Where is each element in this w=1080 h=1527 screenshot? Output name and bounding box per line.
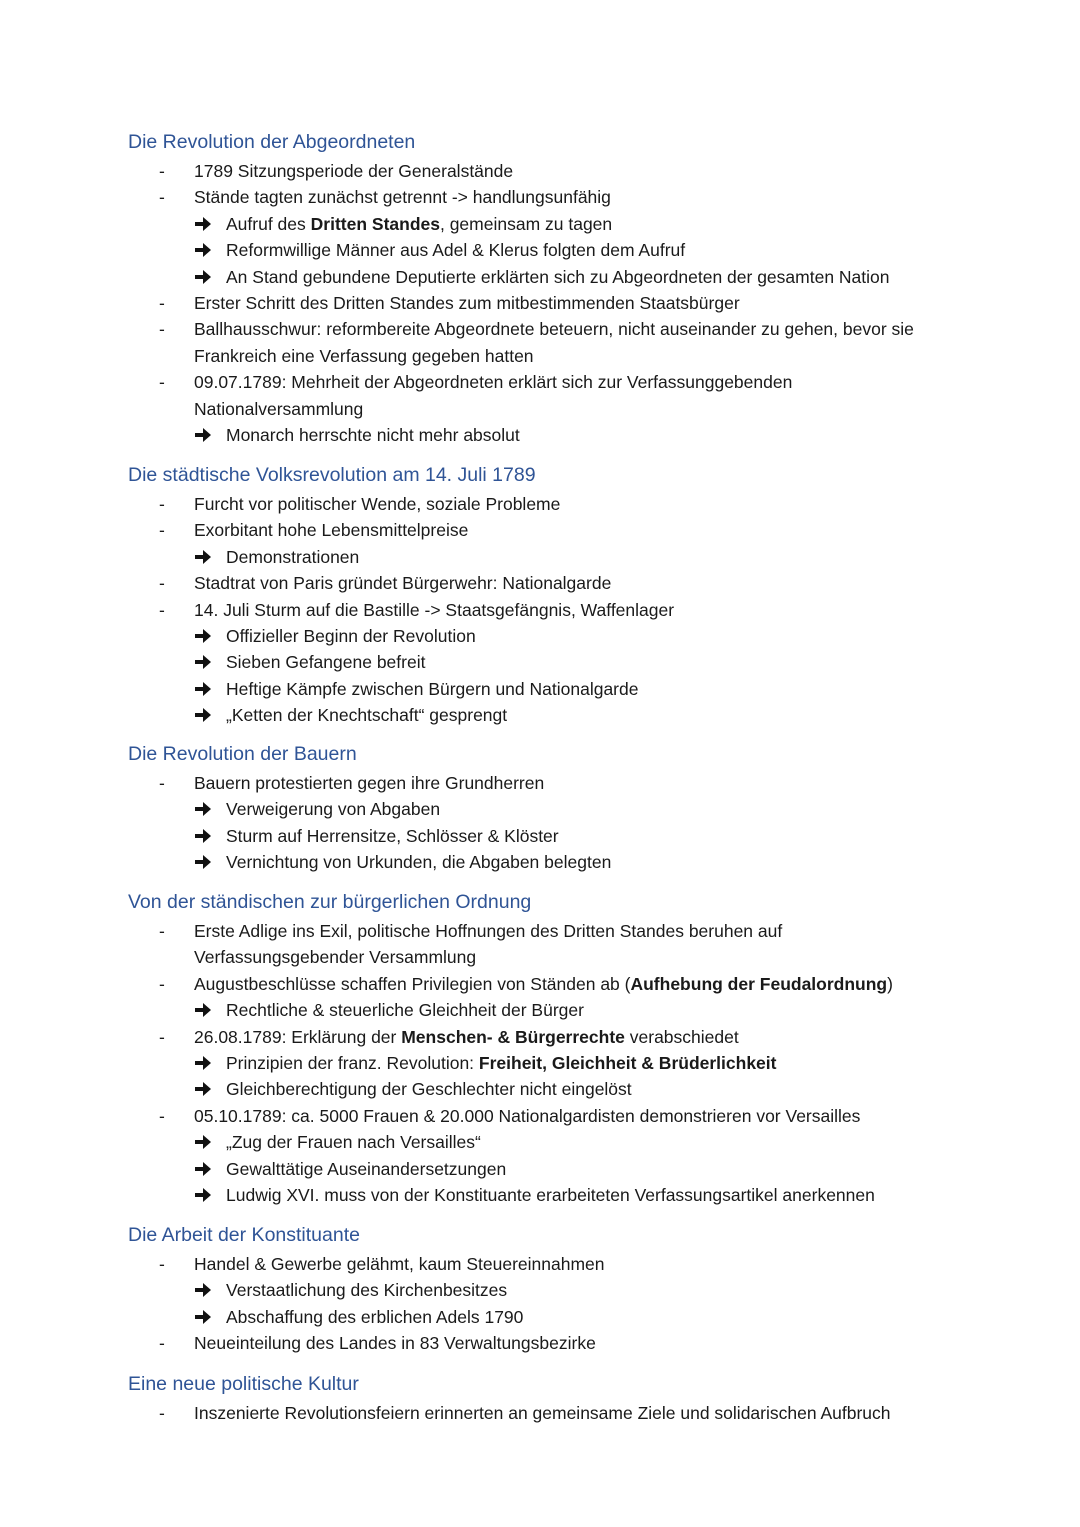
- section-heading: Eine neue politische Kultur: [128, 1373, 359, 1395]
- arrow-right-icon: [193, 705, 215, 727]
- arrow-right-icon: [193, 626, 215, 648]
- section-heading: Die Revolution der Bauern: [128, 743, 357, 765]
- arrow-right-icon: [193, 852, 215, 874]
- list-item: [194, 973, 893, 995]
- item-text-bold: Dritten Standes: [310, 213, 440, 234]
- bullet-dash-icon: -: [159, 921, 165, 941]
- arrow-item: Heftige Kämpfe zwischen Bürgern und Nationalgarde: [226, 678, 639, 699]
- arrow-right-icon: [193, 799, 215, 821]
- list-item: 05.10.1789: ca. 5000 Frauen & 20.000 Nationalgardisten demonstrieren vor Versailles: [194, 1105, 861, 1126]
- list-item: 09.07.1789: Mehrheit der Abgeordneten erklärt sich zur Verfassunggebenden: [194, 372, 793, 393]
- item-text-bold: Aufhebung der Feudalordnung: [630, 973, 888, 994]
- bullet-dash-icon: -: [159, 187, 165, 208]
- bullet-dash-icon: -: [159, 161, 165, 181]
- bullet-dash-icon: -: [159, 1333, 165, 1354]
- list-item: Verfassungsgebender Versammlung: [194, 947, 477, 968]
- list-item: Frankreich eine Verfassung gegeben hatten: [194, 345, 534, 366]
- list-item: Exorbitant hohe Lebensmittelpreise: [194, 520, 469, 541]
- arrow-item: [226, 213, 612, 235]
- arrow-right-icon: [193, 547, 215, 569]
- arrow-item: Sturm auf Herrensitze, Schlösser & Klöster: [226, 825, 559, 846]
- item-text-bold: Freiheit, Gleichheit & Brüderlichkeit: [478, 1053, 777, 1073]
- bullet-dash-icon: -: [159, 1254, 165, 1274]
- list-item: 14. Juli Sturm auf die Bastille -> Staatsgefängnis, Waffenlager: [194, 599, 675, 620]
- arrow-item: Abschaffung des erblichen Adels 1790: [226, 1306, 524, 1327]
- arrow-item: An Stand gebundene Deputierte erklärten sich zu Abgeordneten der gesamten Nation: [226, 266, 890, 287]
- bullet-dash-icon: -: [159, 1105, 165, 1126]
- bullet-dash-icon: -: [159, 1026, 165, 1047]
- bullet-dash-icon: -: [159, 293, 165, 313]
- arrow-item: Rechtliche & steuerliche Gleichheit der Bürger: [226, 1000, 584, 1021]
- arrow-item: Verweigerung von Abgaben: [226, 799, 441, 820]
- arrow-right-icon: [193, 240, 215, 262]
- list-item: Stadtrat von Paris gründet Bürgerwehr: Nationalgarde: [194, 573, 612, 594]
- bullet-dash-icon: -: [159, 1403, 165, 1423]
- arrow-right-icon: [193, 1079, 215, 1101]
- list-item: Erste Adlige ins Exil, politische Hoffnungen des Dritten Standes beruhen auf: [194, 921, 783, 941]
- arrow-right-icon: [193, 1185, 215, 1207]
- bullet-dash-icon: -: [159, 973, 165, 994]
- section-heading: Die städtische Volksrevolution am 14. Juli 1789: [128, 464, 536, 486]
- arrow-item: Monarch herrschte nicht mehr absolut: [226, 425, 520, 445]
- item-text: Prinzipien der franz. Revolution:: [226, 1053, 479, 1073]
- arrow-item: Reformwillige Männer aus Adel & Klerus folgten dem Aufruf: [226, 240, 686, 261]
- list-item: Inszenierte Revolutionsfeiern erinnerten an gemeinsame Ziele und solidarischen Aufbruch: [194, 1403, 891, 1423]
- list-item: Furcht vor politischer Wende, soziale Probleme: [194, 494, 561, 514]
- arrow-right-icon: [193, 1000, 215, 1022]
- arrow-item: Offizieller Beginn der Revolution: [226, 626, 476, 646]
- section-heading: Die Arbeit der Konstituante: [128, 1224, 360, 1246]
- section-heading: Die Revolution der Abgeordneten: [128, 131, 416, 153]
- bullet-dash-icon: -: [159, 319, 165, 340]
- item-text: Aufruf des: [226, 213, 311, 234]
- arrow-item: Verstaatlichung des Kirchenbesitzes: [226, 1280, 508, 1301]
- arrow-item: Demonstrationen: [226, 546, 360, 567]
- list-item: Neueinteilung des Landes in 83 Verwaltungsbezirke: [194, 1333, 596, 1354]
- arrow-right-icon: [193, 267, 215, 289]
- arrow-item: Vernichtung von Urkunden, die Abgaben belegten: [226, 852, 612, 873]
- arrow-item: Sieben Gefangene befreit: [226, 652, 426, 673]
- arrow-item: „Ketten der Knechtschaft“ gesprengt: [226, 705, 508, 726]
- arrow-right-icon: [193, 679, 215, 701]
- item-text: Augustbeschlüsse schaffen Privilegien von Ständen ab (: [194, 973, 631, 994]
- item-text: verabschiedet: [624, 1026, 739, 1047]
- arrow-right-icon: [193, 1280, 215, 1302]
- arrow-right-icon: [193, 425, 215, 447]
- list-item: Handel & Gewerbe gelähmt, kaum Steuereinnahmen: [194, 1254, 605, 1274]
- bullet-dash-icon: -: [159, 494, 165, 514]
- item-text-bold: Menschen- & Bürgerrechte: [401, 1026, 625, 1047]
- arrow-item: Gewalttätige Auseinandersetzungen: [226, 1158, 507, 1179]
- arrow-item: [226, 1052, 776, 1074]
- list-item: Erster Schritt des Dritten Standes zum mitbestimmenden Staatsbürger: [194, 293, 740, 313]
- arrow-right-icon: [193, 1307, 215, 1329]
- arrow-right-icon: [193, 1132, 215, 1154]
- item-text: ): [887, 973, 893, 994]
- list-item: Nationalversammlung: [194, 398, 364, 419]
- arrow-item: Ludwig XVI. muss von der Konstituante erarbeiteten Verfassungsartikel anerkennen: [226, 1185, 875, 1205]
- list-item: Bauern protestierten gegen ihre Grundherren: [194, 773, 545, 793]
- bullet-dash-icon: -: [159, 520, 165, 541]
- arrow-right-icon: [193, 214, 215, 236]
- bullet-dash-icon: -: [159, 599, 165, 620]
- list-item: Stände tagten zunächst getrennt -> handlungsunfähig: [194, 187, 611, 208]
- arrow-item: „Zug der Frauen nach Versailles“: [226, 1132, 481, 1153]
- list-item: Ballhausschwur: reformbereite Abgeordnete beteuern, nicht auseinander zu gehen, bevor sie: [194, 319, 914, 340]
- arrow-right-icon: [193, 826, 215, 848]
- arrow-right-icon: [193, 652, 215, 674]
- bullet-dash-icon: -: [159, 573, 165, 594]
- list-item: [194, 1026, 739, 1048]
- arrow-item: Gleichberechtigung der Geschlechter nicht eingelöst: [226, 1079, 632, 1100]
- section-heading: Von der ständischen zur bürgerlichen Ordnung: [128, 891, 532, 913]
- item-text: 26.08.1789: Erklärung der: [194, 1026, 402, 1047]
- bullet-dash-icon: -: [159, 372, 165, 393]
- arrow-right-icon: [193, 1053, 215, 1075]
- item-text: , gemeinsam zu tagen: [439, 213, 613, 234]
- bullet-dash-icon: -: [159, 773, 165, 793]
- list-item: 1789 Sitzungsperiode der Generalstände: [194, 161, 514, 181]
- arrow-right-icon: [193, 1159, 215, 1181]
